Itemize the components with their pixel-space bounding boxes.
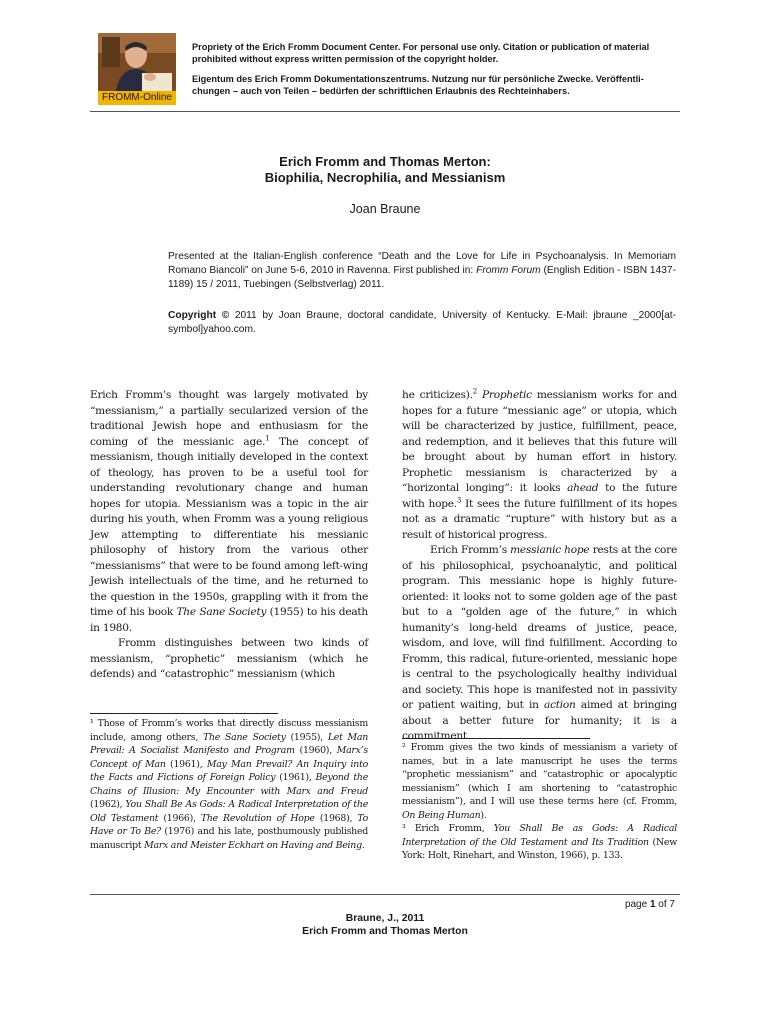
footer-title: Erich Fromm and Thomas Merton: [302, 926, 468, 937]
header-divider: [90, 111, 680, 112]
logo-label: FROMM-Online: [98, 91, 176, 105]
left-column: [90, 388, 368, 683]
copyright-label: Copyright ©: [168, 310, 230, 321]
footnote-3: ³ Erich Fromm, You Shall Be as Gods: A Radical Interpretation of the Old Testament and Its Tradition (New York: Holt, Rinehart, and Winston, 1966), p. 133.: [402, 823, 677, 861]
title-line-1: Erich Fromm and Thomas Merton:: [279, 154, 491, 169]
presentation-note: [168, 250, 676, 292]
journal-name: Fromm Forum: [476, 265, 541, 276]
right-column: [402, 388, 677, 745]
copyright-statement: [168, 309, 676, 337]
paper-title: [90, 154, 680, 186]
footnote-1: ¹ Those of Fromm’s works that directly discuss messianism include, among others, The Sane Society (1955), Let Man Prevail: A Socialist Manifesto and Program (1960), Marx’s Concept of Man (1961), May Man Prevail? An Inquiry into the Facts and Fictions of Foreign Policy (1961), Beyond the Chains of Illusion: My Encounter with Marx and Freud (1962), You Shall Be As Gods: A Radical Interpretation of the Old Testament (1966), The Revolution of Hope (1968), To Have or To Be? (1976) and his late, posthumously published manuscript Marx and Meister Eckhart on Having and Being.: [90, 718, 369, 851]
fromm-online-logo: [98, 33, 176, 105]
presentation-text-end: (English Edition - ISBN 1437-1189) 15 / 2011, Tuebingen (Selbstverlag) 2011.: [168, 265, 676, 290]
footer-divider: [90, 894, 680, 895]
notice-english: Propriety of the Erich Fromm Document Center. For personal use only. Citation or publication of material prohibited without express written permission of the copyright holder.: [192, 42, 650, 64]
presentation-text: Presented at the Italian-English conference “Death and the Love for Life in Psychoanalysis. In Memoriam Romano Biancoli” on June 5-6, 2010 in Ravenna. First published in:: [168, 251, 676, 276]
footnote-divider: [90, 713, 278, 714]
book-title: The Sane Society: [176, 606, 267, 618]
footnote-ref: 2: [472, 387, 477, 396]
paragraph: Fromm distinguishes between two kinds of messianism, “prophetic” messianism (which he defends) and “catastrophic” messianism (which: [90, 637, 368, 680]
paper-author: Joan Braune: [349, 202, 421, 216]
paragraph: Erich Fromm’s messianic hope rests at the core of his philosophical, psychoanalytic, and political program. This messianic hope is highly future-oriented: it looks not to some golden age of the past but to a “golden age of the future,” in which humanity’s long-held dreams of justice, peace, wisdom, and love, will find fulfillment. According to Fromm, this radical, future-oriented, messianic hope is central to the psychologically healthy individual and society. This hope is manifested not in passivity or patient waiting, but in action aimed at bringing about a better future for humanity; it is a commitment: [402, 544, 677, 742]
footnote-ref: 1: [265, 433, 270, 442]
footnote-divider: [402, 738, 590, 739]
footnote-2: ² Fromm gives the two kinds of messianism a variety of names, but in a late manuscript he uses the terms “prophetic messianism” and “catastrophic or apocalyptic messianism” (which I am shortening to “catastrophic messianism”), and I will use these terms here (cf. Fromm, On Being Human).: [402, 742, 677, 821]
author-portrait-image: [98, 33, 176, 91]
footer-citation: Braune, J., 2011: [345, 913, 425, 924]
paragraph: he criticizes).$^2$ Prophetic messianism works for and hopes for a future “messianic age” or utopia, which will be characterized by justice, fulfillment, peace, and redemption, and it believes that this future will be brought about by human effort in history. Prophetic messianism is characterized by a “horizontal longing”: it looks ahead to the future with hope.$^3$ It sees the future fulfillment of its hopes not as a dramatic “rupture” with history but as a result of historical progress.: [402, 387, 677, 541]
document-header: [98, 33, 680, 109]
page-footer: [90, 912, 680, 938]
page-number: page 1 of 7: [624, 899, 675, 910]
footnotes-2-3: [402, 741, 677, 863]
paragraph: Erich Fromm’s thought was largely motivated by “messianism,” a partially secularized version of the traditional Jewish hope and enthusiasm for the coming of the messianic age.$^1$ The concept of messianism, though initially developed in the context of theology, has proven to be a useful tool for understanding revolutionary change and human hopes for utopia. Messianism was a topic in the air during his youth, when Fromm was a young religious Jew attempting to differentiate his messianic philosophy of history from the various other “messianisms” that were to be found among left-wing Jewish intellectuals of the time, and he returned to the question in the 1950s, grappling with it from the time of his book The Sane Society (1955) to his death in 1980.: [90, 389, 368, 634]
copyright-notice: [192, 41, 672, 105]
notice-german: Eigentum des Erich Fromm Dokumentationszentrums. Nutzung nur für persönliche Zwecke. Veröffentli-chungen – auch von Teilen – bedürfen der schriftlichen Erlaubnis des Rechteinhabers.: [192, 74, 644, 96]
copyright-text: 2011 by Joan Braune, doctoral candidate, University of Kentucky. E-Mail: jbraune _2000[at-symbol]yahoo.com.: [168, 310, 676, 335]
footnote-ref: 3: [456, 495, 462, 504]
title-line-2: Biophilia, Necrophilia, and Messianism: [264, 170, 506, 185]
